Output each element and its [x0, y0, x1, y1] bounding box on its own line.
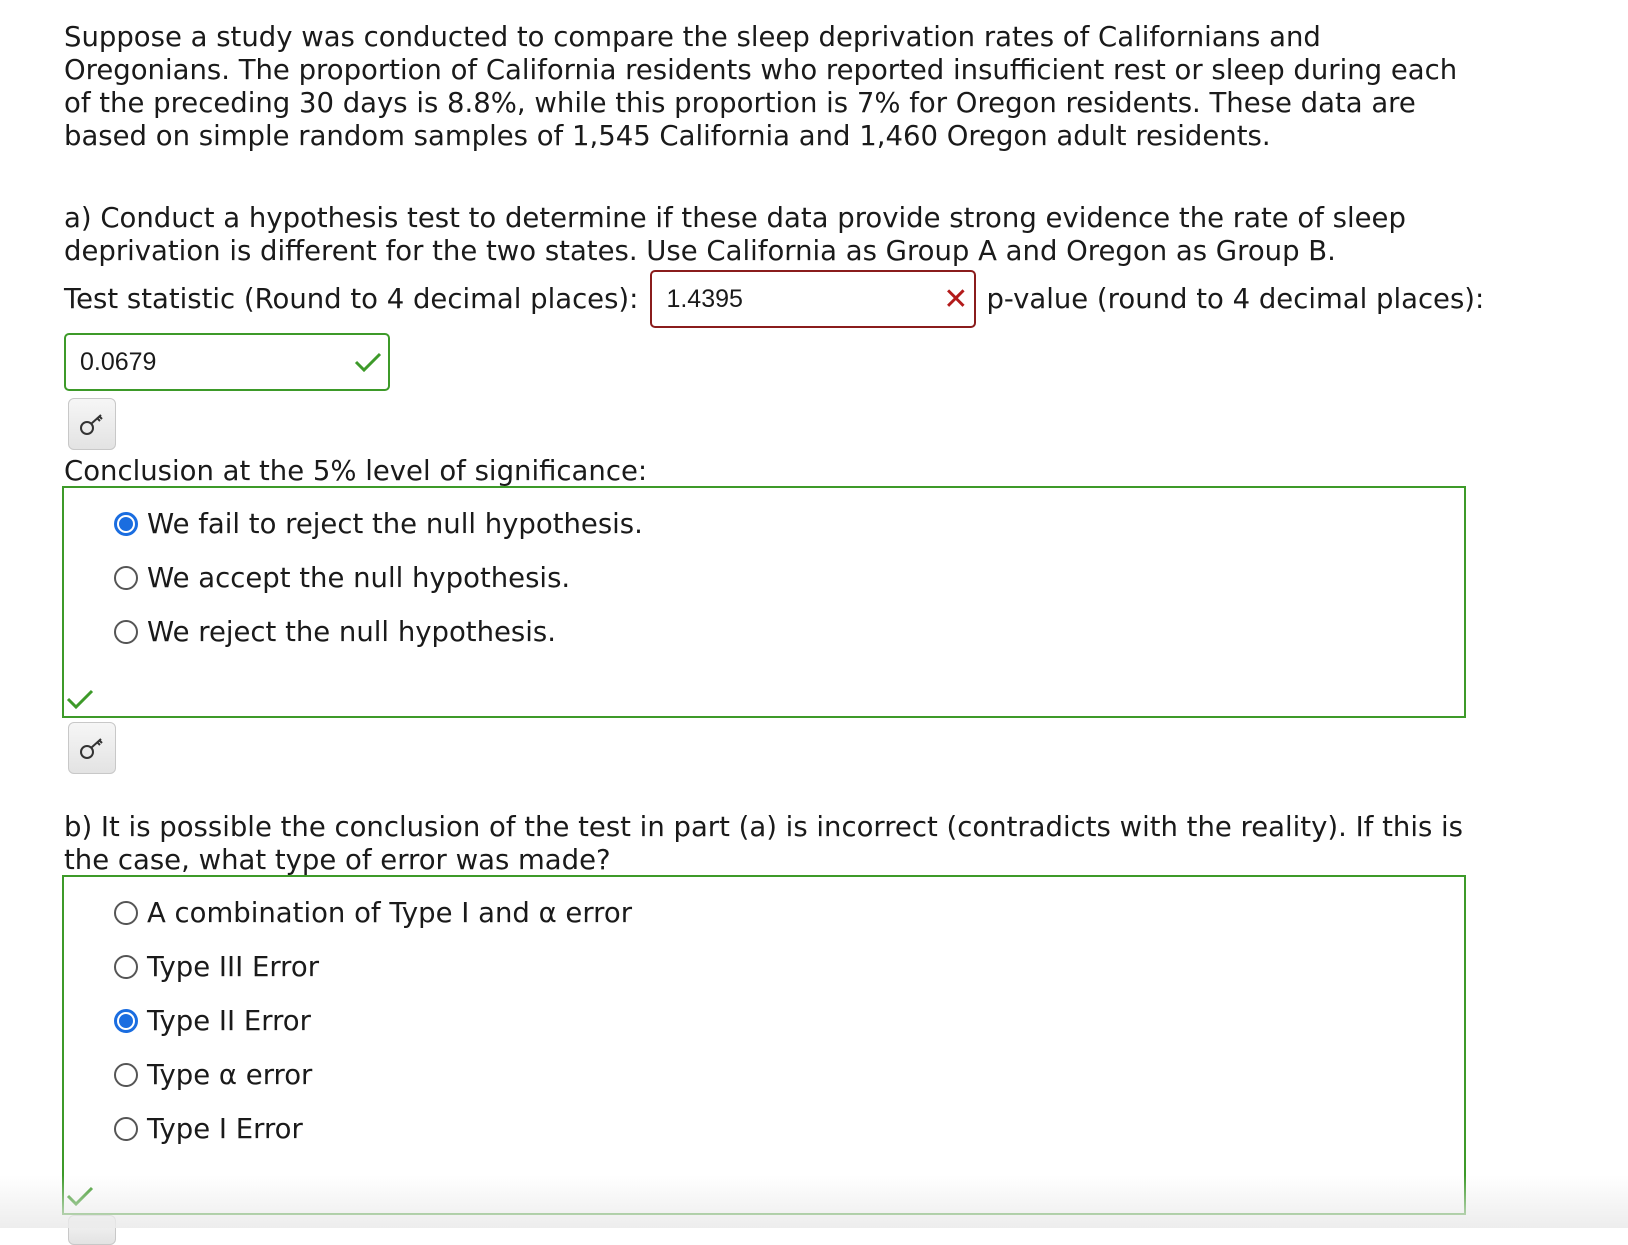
radio-button[interactable] [114, 566, 138, 590]
checkmark-icon [66, 1185, 94, 1207]
conclusion-option-fail-to-reject[interactable]: We fail to reject the null hypothesis. [114, 508, 643, 540]
radio-button[interactable] [114, 1117, 138, 1141]
conclusion-option-accept[interactable]: We accept the null hypothesis. [114, 562, 570, 594]
error-option-combination[interactable]: A combination of Type I and α error [114, 897, 632, 929]
error-option-type-alpha[interactable]: Type α error [114, 1059, 312, 1091]
part-a-prompt: a) Conduct a hypothesis test to determine if these data provide strong evidence the rate of sleep deprivation is different for the two states. Use California as Group A and Oregon as Group B. [64, 202, 1406, 267]
p-value-input[interactable] [64, 333, 390, 391]
p-value-value: 0.0679 [80, 347, 157, 376]
test-statistic-input[interactable] [650, 270, 976, 328]
checkmark-icon [66, 688, 94, 710]
conclusion-label: Conclusion at the 5% level of significance: [64, 455, 648, 487]
radio-button[interactable] [114, 1063, 138, 1087]
radio-button[interactable] [114, 620, 138, 644]
conclusion-option-reject[interactable]: We reject the null hypothesis. [114, 616, 556, 648]
test-statistic-label: Test statistic (Round to 4 decimal places): [64, 283, 639, 315]
radio-button[interactable] [114, 955, 138, 979]
checkmark-icon [354, 351, 382, 373]
key-button[interactable] [68, 1215, 116, 1245]
part-b-prompt: b) It is possible the conclusion of the test in part (a) is incorrect (contradicts with the reality). If this is the case, what type of error was made? [64, 811, 1463, 876]
test-statistic-row [64, 270, 1484, 328]
x-mark-icon: ✕ [943, 281, 969, 317]
radio-button[interactable] [114, 1009, 138, 1033]
p-value-label: p-value (round to 4 decimal places): [986, 283, 1485, 315]
conclusion-options [62, 486, 1466, 718]
error-option-type-ii[interactable]: Type II Error [114, 1005, 311, 1037]
radio-button[interactable] [114, 901, 138, 925]
key-icon [79, 735, 105, 761]
key-button[interactable] [68, 398, 116, 450]
key-button[interactable] [68, 722, 116, 774]
error-type-options [62, 875, 1466, 1215]
question-intro: Suppose a study was conducted to compare the sleep deprivation rates of Californians and Oregonians. The proportion of California residents who reported insufficient rest or sleep during each of the preceding 30 days is 8.8%, while this proportion is 7% for Oregon residents. These data are based on simple random samples of 1,545 California and 1,460 Oregon adult residents. [64, 21, 1458, 152]
error-option-type-iii[interactable]: Type III Error [114, 951, 319, 983]
radio-button[interactable] [114, 512, 138, 536]
key-icon [79, 411, 105, 437]
test-statistic-value: 1.4395 [666, 284, 743, 313]
error-option-type-i[interactable]: Type I Error [114, 1113, 303, 1145]
